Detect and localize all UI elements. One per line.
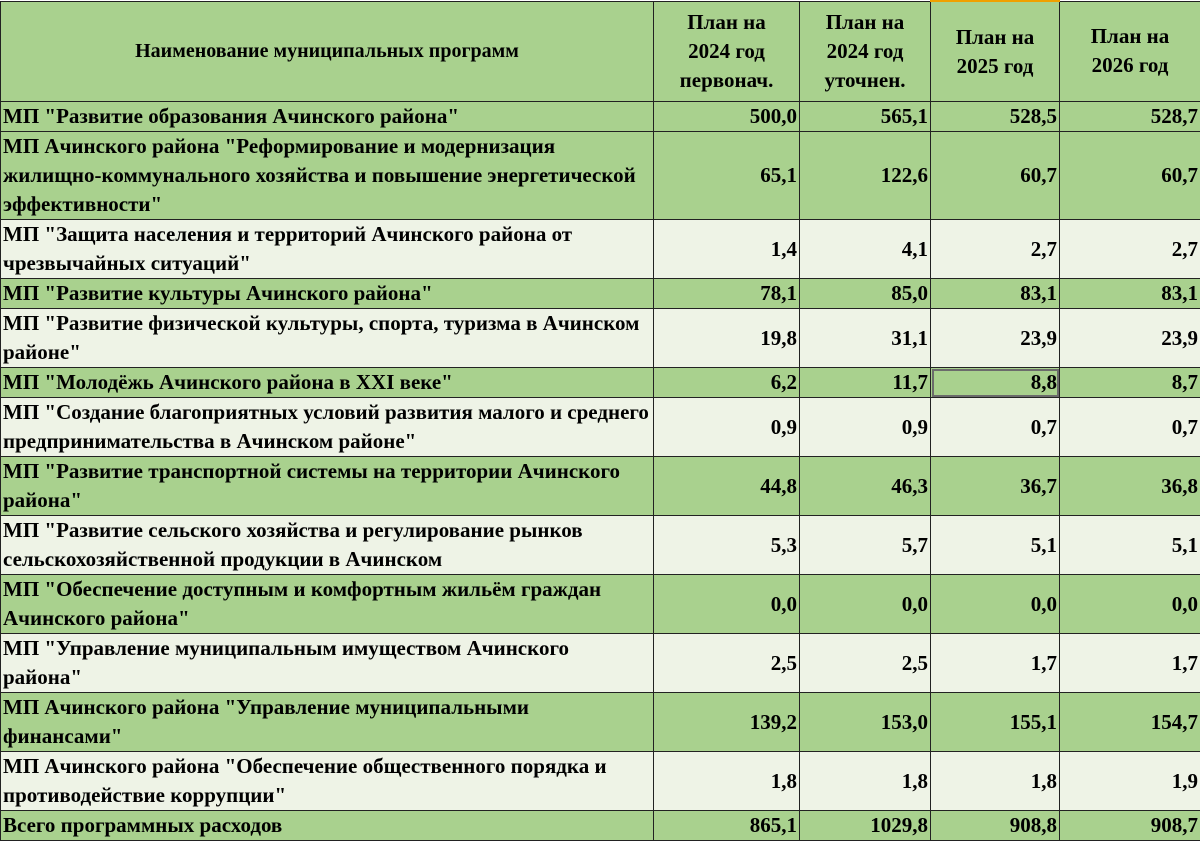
table-row xyxy=(1,752,1200,811)
value-cell[interactable]: 1,7 xyxy=(931,634,1060,693)
header-line: План на xyxy=(933,23,1057,52)
value-cell[interactable]: 8,7 xyxy=(1060,368,1200,398)
cell-text: МП "Обеспечение доступным и комфортным жильём граждан Ачинского района" xyxy=(3,575,651,633)
cell-text: МП "Защита населения и территорий Ачинского района от чрезвычайных ситуаций" xyxy=(3,220,651,278)
value-cell[interactable]: 1,8 xyxy=(800,752,931,811)
value-cell[interactable]: 83,1 xyxy=(931,279,1060,309)
value-cell[interactable]: 1,8 xyxy=(654,752,800,811)
value-cell[interactable]: 1,9 xyxy=(1060,752,1200,811)
table-row xyxy=(1,132,1200,220)
active-cell[interactable]: 8,8 xyxy=(931,368,1060,398)
program-name-cell[interactable] xyxy=(1,398,654,457)
header-plan-2026[interactable] xyxy=(1060,1,1200,102)
value-cell[interactable]: 23,9 xyxy=(1060,309,1200,368)
cell-text: МП "Создание благоприятных условий развития малого и среднего предпринимательства в Ачинском районе" xyxy=(3,398,651,456)
value-cell[interactable]: 2,7 xyxy=(1060,220,1200,279)
cell-text: МП "Развитие культуры Ачинского района" xyxy=(3,279,651,308)
value-cell[interactable]: 0,9 xyxy=(654,398,800,457)
header-line: первонач. xyxy=(656,66,797,95)
header-name[interactable]: Наименование муниципальных программ xyxy=(1,1,654,102)
cell-text: МП Ачинского района "Реформирование и модернизация жилищно-коммунального хозяйства и повышение энергетической эффективности" xyxy=(3,132,651,219)
header-plan-2024-initial[interactable] xyxy=(654,1,800,102)
header-line: План на xyxy=(802,8,928,37)
program-name-cell[interactable] xyxy=(1,279,654,309)
value-cell[interactable]: 0,7 xyxy=(1060,398,1200,457)
program-name-cell[interactable] xyxy=(1,752,654,811)
table-row xyxy=(1,693,1200,752)
value-cell[interactable]: 0,0 xyxy=(800,575,931,634)
table-row xyxy=(1,516,1200,575)
value-cell[interactable]: 0,9 xyxy=(800,398,931,457)
program-name-cell[interactable] xyxy=(1,693,654,752)
value-cell[interactable]: 2,5 xyxy=(800,634,931,693)
value-cell[interactable]: 1,7 xyxy=(1060,634,1200,693)
program-name-cell[interactable] xyxy=(1,634,654,693)
cell-text: МП "Развитие сельского хозяйства и регулирование рынков сельскохозяйственной продукции в Ачинском xyxy=(3,516,651,574)
value-cell[interactable]: 85,0 xyxy=(800,279,931,309)
value-cell[interactable]: 65,1 xyxy=(654,132,800,220)
value-cell[interactable]: 11,7 xyxy=(800,368,931,398)
value-cell[interactable]: 155,1 xyxy=(931,693,1060,752)
program-name-cell[interactable] xyxy=(1,516,654,575)
cell-text: МП "Развитие образования Ачинского района" xyxy=(3,102,651,131)
cell-text: МП "Управление муниципальным имуществом Ачинского района" xyxy=(3,634,651,692)
cell-text: МП Ачинского района "Обеспечение общественного порядка и противодействие коррупции" xyxy=(3,752,651,810)
table-row xyxy=(1,279,1200,309)
value-cell[interactable]: 5,1 xyxy=(931,516,1060,575)
table-row xyxy=(1,634,1200,693)
table-row xyxy=(1,220,1200,279)
value-cell[interactable]: 78,1 xyxy=(654,279,800,309)
header-line: План на xyxy=(656,8,797,37)
header-line: 2024 год xyxy=(802,37,928,66)
value-cell[interactable]: 528,7 xyxy=(1060,102,1200,132)
header-plan-2025[interactable] xyxy=(931,1,1060,102)
value-cell[interactable]: 83,1 xyxy=(1060,279,1200,309)
table-row xyxy=(1,398,1200,457)
table-row xyxy=(1,457,1200,516)
total-value-cell[interactable]: 1029,8 xyxy=(800,811,931,841)
table-row xyxy=(1,102,1200,132)
value-cell[interactable]: 19,8 xyxy=(654,309,800,368)
program-name-cell[interactable] xyxy=(1,102,654,132)
header-line: 2026 год xyxy=(1062,51,1198,80)
table-row xyxy=(1,309,1200,368)
value-cell[interactable]: 122,6 xyxy=(800,132,931,220)
program-name-cell[interactable] xyxy=(1,132,654,220)
value-cell[interactable]: 2,7 xyxy=(931,220,1060,279)
cell-text: МП Ачинского района "Управление муниципальными финансами" xyxy=(3,693,651,751)
value-cell[interactable]: 60,7 xyxy=(1060,132,1200,220)
value-cell[interactable]: 4,1 xyxy=(800,220,931,279)
value-cell[interactable]: 5,1 xyxy=(1060,516,1200,575)
value-cell[interactable]: 0,7 xyxy=(931,398,1060,457)
value-cell[interactable]: 565,1 xyxy=(800,102,931,132)
header-line: уточнен. xyxy=(802,66,928,95)
program-name-cell[interactable] xyxy=(1,575,654,634)
value-cell[interactable]: 154,7 xyxy=(1060,693,1200,752)
program-name-cell[interactable] xyxy=(1,368,654,398)
program-name-cell[interactable] xyxy=(1,457,654,516)
table-row xyxy=(1,368,1200,398)
total-value-cell[interactable]: 865,1 xyxy=(654,811,800,841)
total-label-cell[interactable] xyxy=(1,811,654,841)
value-cell[interactable]: 5,7 xyxy=(800,516,931,575)
value-cell[interactable]: 23,9 xyxy=(931,309,1060,368)
value-cell[interactable]: 46,3 xyxy=(800,457,931,516)
program-name-cell[interactable] xyxy=(1,220,654,279)
value-cell[interactable]: 0,0 xyxy=(1060,575,1200,634)
value-cell[interactable]: 0,0 xyxy=(654,575,800,634)
header-line: 2025 год xyxy=(933,52,1057,81)
header-plan-2024-revised[interactable] xyxy=(800,1,931,102)
header-line: План на xyxy=(1062,22,1198,51)
value-cell[interactable]: 5,3 xyxy=(654,516,800,575)
value-cell[interactable]: 139,2 xyxy=(654,693,800,752)
total-value-cell[interactable]: 908,8 xyxy=(931,811,1060,841)
value-cell[interactable]: 60,7 xyxy=(931,132,1060,220)
cell-text: МП "Развитие физической культуры, спорта, туризма в Ачинском районе" xyxy=(3,309,651,367)
value-cell[interactable]: 31,1 xyxy=(800,309,931,368)
value-cell[interactable]: 2,5 xyxy=(654,634,800,693)
value-cell[interactable]: 153,0 xyxy=(800,693,931,752)
cell-text: Всего программных расходов xyxy=(3,811,651,840)
value-cell[interactable]: 1,8 xyxy=(931,752,1060,811)
cell-text: МП "Молодёжь Ачинского района в XXI веке" xyxy=(3,368,651,397)
value-cell[interactable]: 36,8 xyxy=(1060,457,1200,516)
value-cell[interactable]: 44,8 xyxy=(654,457,800,516)
header-row xyxy=(1,1,1200,102)
table-row xyxy=(1,575,1200,634)
header-line: 2024 год xyxy=(656,37,797,66)
value-cell[interactable]: 36,7 xyxy=(931,457,1060,516)
total-row xyxy=(1,811,1200,841)
value-cell[interactable]: 500,0 xyxy=(654,102,800,132)
value-cell[interactable]: 6,2 xyxy=(654,368,800,398)
program-name-cell[interactable] xyxy=(1,309,654,368)
value-cell[interactable]: 1,4 xyxy=(654,220,800,279)
value-cell[interactable]: 528,5 xyxy=(931,102,1060,132)
total-value-cell[interactable]: 908,7 xyxy=(1060,811,1200,841)
cell-text: МП "Развитие транспортной системы на территории Ачинского района" xyxy=(3,457,651,515)
value-cell[interactable]: 0,0 xyxy=(931,575,1060,634)
